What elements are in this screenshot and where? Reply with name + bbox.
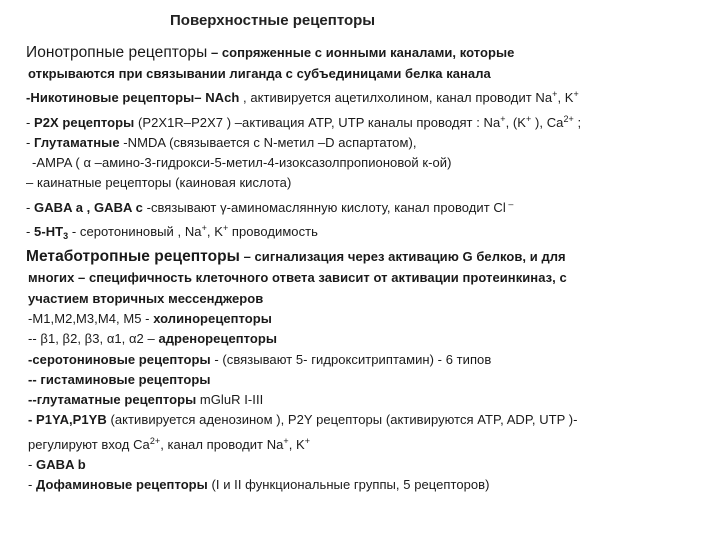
histamine-line: -- гистаминовые рецепторы [28,371,211,387]
ionotropic-heading-line [26,42,716,64]
mglur-text: mGluR I-III [196,392,264,408]
cholinergic-line [28,309,716,329]
superscript: 2+ [563,113,574,124]
gaba-b-line [28,455,716,475]
superscript: + [573,89,579,100]
5ht3-line [26,218,716,246]
gaba-line [26,194,716,218]
purinergic-text-3: , канал проводит Na [160,436,284,452]
superscript: + [222,223,229,234]
ampa-line: -AMPA ( α –амино-3-гидрокси-5-метил-4-изоксазолпропионовой к-ой) [32,155,452,171]
bullet: - [26,199,35,215]
bullet: - [26,114,35,130]
nicotinic-text: , активируется ацетилхолином, канал проводит Na [239,90,553,106]
5ht3-text: - серотониновый , Na [68,224,202,240]
glutamate-ionotropic-line [26,133,716,153]
p2x-label: P2X рецепторы [34,114,135,130]
gaba-label: GABA a , GABA c [34,199,143,215]
dopamine-line [28,475,716,495]
superscript: + [552,89,558,100]
cholinoreceptors-label: холинорецепторы [153,310,272,326]
p2x-text: (P2X1R–P2X7 ) –активация ATP, UTP каналы проводят : Na [134,114,501,130]
purinergic-line [28,410,716,430]
purinergic-line-cont [28,431,716,455]
ionotropic-definition: – сопряженные с ионными каналами, которые [207,45,515,60]
purinergic-text-4: , K [288,436,305,452]
5ht-label: 5-HT [34,224,64,240]
serotonin-text: - (связывают 5- гидрокситриптамин) - 6 типов [210,351,492,367]
gaba-b-label: GABA b [36,457,86,473]
dopamine-text: (I и II функциональные группы, 5 рецепторов) [207,477,490,493]
nicotinic-label: -Никотиновые рецепторы– NAch [26,90,240,106]
superscript: + [304,435,311,446]
superscript: + [500,113,506,124]
adrenoreceptors-label: адренорецепторы [158,331,278,347]
superscript: – [505,198,514,209]
p1y-label: - P1YA,P1YB [28,412,107,428]
metabotropic-definition-cont-2: участием вторичных мессенджеров [28,290,264,306]
ionotropic-heading: Ионотропные рецепторы [26,44,208,61]
nmda-text: -NMDA (связывается с N-метил –D аспартатом), [119,134,417,150]
superscript: + [526,113,532,124]
superscript: + [201,223,207,234]
dopamine-label: Дофаминовые рецепторы [36,477,208,493]
5ht3-text-2: , K [206,224,223,240]
glutamate-label: Глутаматные [34,134,120,150]
metabotropic-definition: – сигнализация через активацию G белков, и для [239,249,566,265]
purinergic-text: (активируется аденозином ), P2Y рецепторы (активируются ATP, ADP, UTP )- [106,412,578,428]
metabotropic-definition-cont: многих – специфичность клеточного ответа зависит от активации протеинкиназ, с [28,270,567,286]
p2x-text-2: , (K [505,114,527,130]
glutamate-metabotropic-label: --глутаматные рецепторы [28,392,197,408]
gaba-text: -связывают γ-аминомаслянную кислоту, канал проводит Cl [142,199,506,215]
metabotropic-heading-line [26,246,716,268]
adrenergic-line [28,329,716,349]
subscript: 3 [63,231,69,242]
adrenergic-subtypes: -- β1, β2, β3, α1, α2 – [28,331,159,347]
5ht3-text-3: проводимость [228,224,318,240]
superscript: + [283,435,289,446]
bullet: - [26,134,35,150]
bullet: - [28,477,37,493]
p2x-text-4: ; [573,114,582,130]
muscarinic-subtypes: -M1,M2,M3,M4, M5 - [28,310,154,326]
p2x-text-3: ), Ca [531,114,564,130]
nicotinic-text-2: , K [557,90,574,106]
superscript: 2+ [149,435,161,446]
serotonin-label: -серотониновые рецепторы [28,351,211,367]
nicotinic-line [26,84,716,108]
glutamate-metabotropic-line [28,390,716,410]
ionotropic-definition-cont: открываются при связывании лиганда с субъединицами белка канала [28,66,491,81]
slide-body [28,42,716,496]
purinergic-text-2: регулируют вход Ca [28,436,150,452]
kainate-line: – каинатные рецепторы (каиновая кислота) [26,175,292,191]
bullet: - [28,457,37,473]
p2x-line [26,109,716,133]
metabotropic-heading: Метаботропные рецепторы [26,248,240,266]
bullet: - [26,224,35,240]
serotonin-line [28,350,716,370]
slide-title: Поверхностные рецепторы [170,12,376,29]
